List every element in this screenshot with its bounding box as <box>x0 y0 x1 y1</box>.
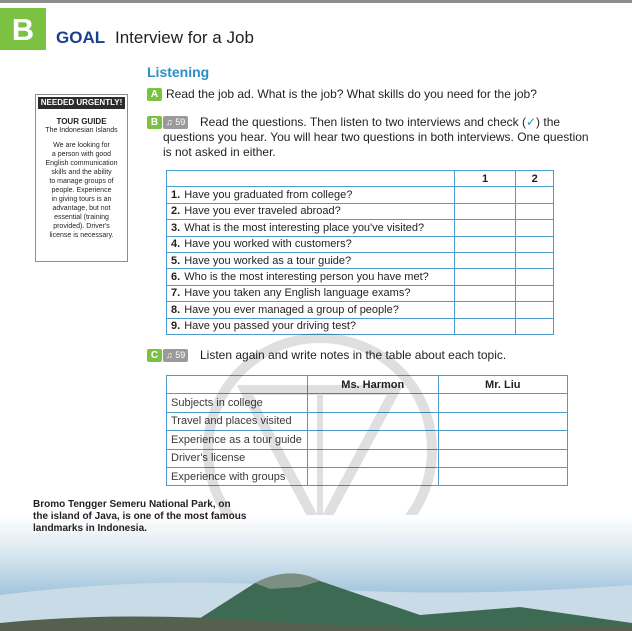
section-letter-badge: B <box>0 8 46 50</box>
page-title: Interview for a Job <box>115 28 254 47</box>
table-row: 4. Have you worked with customers? <box>167 236 554 252</box>
check-cell[interactable] <box>454 236 516 252</box>
column-header-question <box>167 171 455 187</box>
note-cell[interactable] <box>307 431 438 449</box>
column-header-ms-harmon: Ms. Harmon <box>307 376 438 394</box>
topic-label: Subjects in college <box>167 394 308 412</box>
audio-track-number: 59 <box>175 117 186 127</box>
note-cell[interactable] <box>438 467 567 485</box>
audio-track-c[interactable] <box>163 349 188 362</box>
check-cell[interactable] <box>454 285 516 301</box>
table-row: 2. Have you ever traveled abroad? <box>167 203 554 219</box>
topic-label: Travel and places visited <box>167 412 308 430</box>
check-cell[interactable] <box>454 302 516 318</box>
check-cell[interactable] <box>516 285 554 301</box>
table-row <box>167 467 568 485</box>
activity-b-line-3: is not asked in either. <box>163 145 276 159</box>
table-row: 9. Have you passed your driving test? <box>167 318 554 334</box>
note-cell[interactable] <box>438 449 567 467</box>
headphones-icon: ♫ <box>166 117 173 127</box>
column-header-mr-liu: Mr. Liu <box>438 376 567 394</box>
check-cell[interactable] <box>454 187 516 203</box>
note-cell[interactable] <box>438 431 567 449</box>
check-cell[interactable] <box>516 220 554 236</box>
headphones-icon: ♫ <box>166 350 173 360</box>
table-row <box>167 431 568 449</box>
table-row: 1. Have you graduated from college? <box>167 187 554 203</box>
table-row <box>167 449 568 467</box>
check-cell[interactable] <box>516 187 554 203</box>
topic-label: Experience as a tour guide <box>167 431 308 449</box>
column-header-topic <box>167 376 308 394</box>
check-mark-icon: ✓ <box>525 115 537 129</box>
goal-label: GOAL <box>56 28 106 47</box>
check-cell[interactable] <box>516 302 554 318</box>
column-header-2: 2 <box>516 171 554 187</box>
check-cell[interactable] <box>516 203 554 219</box>
job-ad-location: The Indonesian Islands <box>45 127 118 134</box>
table-row: 6. Who is the most interesting person you have met? <box>167 269 554 285</box>
activity-c-badge: C <box>147 349 162 362</box>
job-ad-body: We are looking for a person with good English communication skills and the ability to manage groups of people. Experience in giving tours is an advantage, but not essential (training provided). Driver's license is necessary. <box>45 142 118 239</box>
job-ad-headline: NEEDED URGENTLY! <box>38 97 125 109</box>
check-cell[interactable] <box>516 318 554 334</box>
notes-table <box>166 375 568 486</box>
job-ad-position: TOUR GUIDE <box>56 117 107 126</box>
check-cell[interactable] <box>516 269 554 285</box>
audio-track-number: 59 <box>175 350 186 360</box>
table-header-row <box>167 171 554 187</box>
activity-c-instruction: Listen again and write notes in the table about each topic. <box>200 348 507 362</box>
table-row <box>167 412 568 430</box>
table-row: 8. Have you ever managed a group of people? <box>167 302 554 318</box>
activity-b-badge: B <box>147 116 162 129</box>
check-cell[interactable] <box>454 203 516 219</box>
photo-caption: Bromo Tengger Semeru National Park, on the island of Java, is one of the most famous landmarks in Indonesia. <box>33 499 247 534</box>
question-checklist-table <box>166 170 554 335</box>
note-cell[interactable] <box>307 394 438 412</box>
note-cell[interactable] <box>307 467 438 485</box>
table-row: 3. What is the most interesting place you've visited? <box>167 220 554 236</box>
job-ad <box>35 94 128 262</box>
activity-b-line-1: Read the questions. Then listen to two interviews and check (✓) the <box>200 115 561 129</box>
check-cell[interactable] <box>454 269 516 285</box>
check-cell[interactable] <box>454 318 516 334</box>
note-cell[interactable] <box>438 412 567 430</box>
check-cell[interactable] <box>454 220 516 236</box>
table-row <box>167 394 568 412</box>
activity-a-instruction: Read the job ad. What is the job? What skills do you need for the job? <box>166 87 537 101</box>
table-row: 7. Have you taken any English language exams? <box>167 285 554 301</box>
table-header-row <box>167 376 568 394</box>
note-cell[interactable] <box>307 449 438 467</box>
check-cell[interactable] <box>516 252 554 268</box>
note-cell[interactable] <box>438 394 567 412</box>
top-rule <box>0 0 632 3</box>
column-header-1: 1 <box>454 171 516 187</box>
note-cell[interactable] <box>307 412 438 430</box>
activity-a-badge: A <box>147 88 162 101</box>
check-cell[interactable] <box>454 252 516 268</box>
check-cell[interactable] <box>516 236 554 252</box>
activity-b-line-2: questions you hear. You will hear two questions in both interviews. One question <box>163 130 589 144</box>
topic-label: Experience with groups <box>167 467 308 485</box>
table-row: 5. Have you worked as a tour guide? <box>167 252 554 268</box>
listening-heading: Listening <box>147 64 210 80</box>
topic-label: Driver's license <box>167 449 308 467</box>
audio-track-b[interactable] <box>163 116 188 129</box>
